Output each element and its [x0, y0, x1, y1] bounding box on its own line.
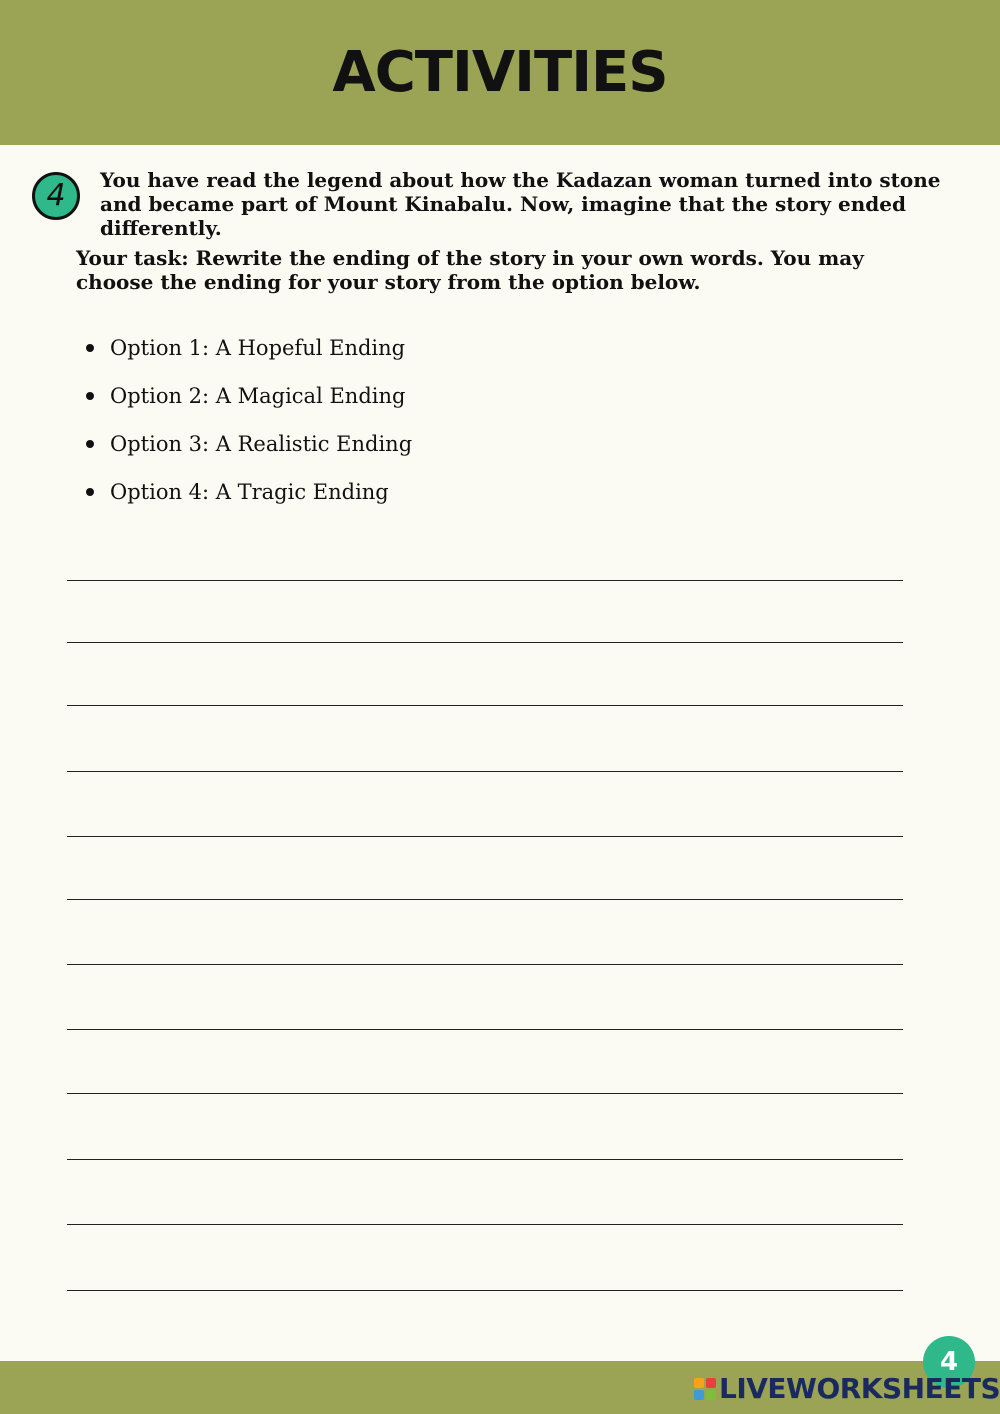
- list-item: [86, 380, 412, 428]
- activity-number-badge: [32, 172, 80, 220]
- option-label: Option 4: A Tragic Ending: [110, 480, 389, 504]
- writing-line[interactable]: [67, 705, 903, 706]
- list-item: [86, 476, 412, 524]
- writing-line[interactable]: [67, 964, 903, 965]
- activity-intro: You have read the legend about how the Kadazan woman turned into stone and became part of Mount Kinabalu. Now, imagine that the story ended differently.: [100, 168, 941, 240]
- writing-line[interactable]: [67, 1159, 903, 1160]
- writing-line[interactable]: [67, 1029, 903, 1030]
- writing-line[interactable]: [67, 899, 903, 900]
- writing-line[interactable]: [67, 836, 903, 837]
- list-item: [86, 332, 412, 380]
- writing-line[interactable]: [67, 771, 903, 772]
- bullet-icon: [86, 344, 94, 352]
- option-label: Option 1: A Hopeful Ending: [110, 336, 406, 360]
- writing-line[interactable]: [67, 1093, 903, 1094]
- bullet-icon: [86, 488, 94, 496]
- writing-line[interactable]: [67, 1290, 903, 1291]
- page-title: ACTIVITIES: [332, 40, 668, 105]
- options-list: [86, 332, 412, 524]
- list-item: [86, 428, 412, 476]
- writing-line[interactable]: [67, 1224, 903, 1225]
- page-number: 4: [939, 1347, 959, 1377]
- liveworksheets-brand[interactable]: LIVEWORKSHEETS: [719, 1372, 1000, 1405]
- writing-line[interactable]: [67, 642, 903, 643]
- writing-line[interactable]: [67, 580, 903, 581]
- bullet-icon: [86, 392, 94, 400]
- bullet-icon: [86, 440, 94, 448]
- activity-number: 4: [46, 178, 66, 213]
- activity-task: Your task: Rewrite the ending of the story in your own words. You may choose the ending for your story from the option below.: [76, 246, 864, 294]
- option-label: Option 2: A Magical Ending: [110, 384, 406, 408]
- liveworksheets-logo-icon: [694, 1378, 716, 1400]
- option-label: Option 3: A Realistic Ending: [110, 432, 413, 456]
